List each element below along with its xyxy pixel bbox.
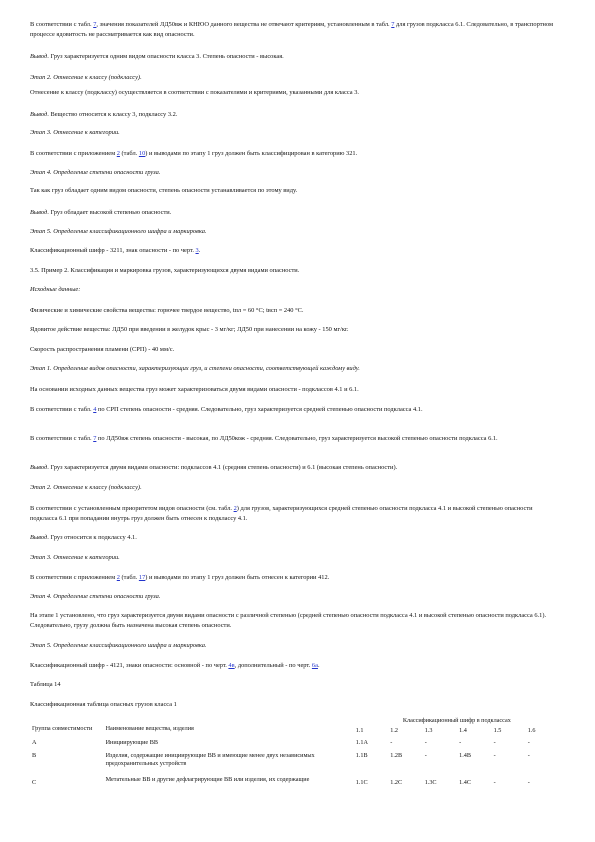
cipher-cell: - <box>527 752 530 759</box>
conclusion-paragraph: Вывод. Груз характеризуется двумя видами опасности: подклассов 4.1 (средняя степень опасности) и 6.1 (высокая степень опасности). <box>30 464 398 471</box>
table-number: Таблица 14 <box>30 681 61 688</box>
subclass-header: 1.6 <box>527 727 536 734</box>
conclusion-paragraph: Вывод. Вещество относится к классу 3, подклассу 3.2. <box>30 111 178 118</box>
paragraph: Физические и химические свойства вещества: горючее твердое вещество, tпл = 60 °С; tвсп = 240 °С. <box>30 307 304 314</box>
group-cell: А <box>32 739 37 746</box>
figure-link[interactable]: 3 <box>195 247 199 254</box>
figure-link[interactable]: 4в <box>228 662 235 669</box>
conclusion-paragraph: Вывод. Груз обладает высокой степенью опасности. <box>30 209 172 216</box>
conclusion-paragraph: Вывод. Груз характеризуется одним видом опасности класса 3. Степень опасности - высокая. <box>30 53 284 60</box>
subclass-header: 1.3 <box>424 727 433 734</box>
paragraph: В соответствии с табл. 4 по СРП степень опасности - средняя. Следовательно, груз характеризуется средней степенью опасности подкласса 4.1. <box>30 406 423 413</box>
cipher-cell: - <box>390 739 393 746</box>
table-caption: Классификационная таблица опасных грузов класса 1 <box>30 701 177 708</box>
subclass-header: 1.2 <box>390 727 398 734</box>
paragraph: На основании исходных данных вещества груз может характеризоваться двумя видами опасности - подклассов 4.1 и 6.1. <box>30 386 359 393</box>
header-cipher: Классификационный шифр в подклассах <box>402 717 511 724</box>
table-row <box>30 739 560 752</box>
paragraph: На этапе 1 установлено, что груз характеризуется двумя видами опасности с различной степенью (средней степенью опасности подкласса 4.1 и высокой степенью опасности подкласса 6.1). Следовательно, грузу должна быть назначена высокая степень опасности. <box>30 612 547 629</box>
paragraph: В соответствии с табл. 7, значения показателей ЛД50вж и КНЮО данного вещества не отвечают критериям, установленным в табл. 7 для грузов подкласса 6.1. Следовательно, в транспортном процессе ядовитость не рассматривается как вид опасности. <box>30 21 554 38</box>
cipher-cell: 1.1С <box>355 779 368 786</box>
stage-heading: Этап 4. Определение степени опасности груза. <box>30 593 161 600</box>
classification-table <box>30 717 560 796</box>
cipher-cell: - <box>493 739 496 746</box>
name-cell: Инициирующие ВВ <box>105 739 158 746</box>
stage-heading: Этап 2. Отнесение к классу (подклассу). <box>30 74 142 81</box>
stage-heading: Этап 3. Отнесение к категории. <box>30 129 120 136</box>
stage-heading: Этап 4. Определение степени опасности груза. <box>30 169 161 176</box>
cipher-cell: 1.4С <box>459 779 472 786</box>
cipher-cell: 1.1А <box>355 739 368 746</box>
cipher-cell: - <box>424 752 427 759</box>
name-cell: Изделия, содержащие инициирующие ВВ и имеющие менее двух независимых предохранительных устройств <box>105 752 315 767</box>
cipher-cell: 1.2В <box>390 752 403 759</box>
conclusion-paragraph: Вывод. Груз относится к подклассу 4.1. <box>30 534 137 541</box>
cipher-cell: - <box>459 739 462 746</box>
cipher-cell: - <box>493 752 496 759</box>
header-group: Группа совместимости <box>32 725 93 732</box>
paragraph: Ядовитое действие вещества: ЛД50 при введении в желудок крыс - 3 мг/кг; ЛД50 при нанесении на кожу - 150 мг/кг. <box>30 326 349 333</box>
paragraph: Отнесение к классу (подклассу) осуществляется в соответствии с показателями и критериями, указанными для класса 3. <box>30 89 359 96</box>
paragraph: Скорость распространения пламени (СРП) - 40 мм/с. <box>30 346 175 353</box>
stage-heading: Этап 1. Определение видов опасности, характеризующих груз, и степени опасности, соответствующей каждому виду. <box>30 365 360 372</box>
group-cell: В <box>32 752 37 759</box>
paragraph: В соответствии с табл. 7 по ЛД50вж степень опасности - высокая, по ЛД50кож - средняя. Следовательно, груз характеризуется высокой степенью опасности подкласса 6.1. <box>30 435 498 442</box>
subclass-header: 1.4 <box>459 727 467 734</box>
table-link[interactable]: 10 <box>138 150 146 157</box>
appendix-link[interactable]: 2 <box>116 150 120 157</box>
table-link[interactable]: 2 <box>233 505 237 512</box>
table-link[interactable]: 17 <box>138 574 146 581</box>
group-cell: С <box>32 779 37 786</box>
figure-link[interactable]: 6а <box>311 662 318 669</box>
cipher-cell: 1.4В <box>459 752 472 759</box>
paragraph: Классификационный шифр - 4121, знаки опасности: основной - по черт. 4в, дополнительный - по черт. 6а. <box>30 662 320 669</box>
cipher-cell: - <box>527 739 530 746</box>
subclass-header: 1.1 <box>355 727 364 734</box>
stage-heading: Этап 5. Определение классификационного шифра и маркировка. <box>30 642 207 649</box>
header-name: Наименование вещества, изделия <box>105 725 194 732</box>
stage-heading: Этап 3. Отнесение к категории. <box>30 554 120 561</box>
cipher-cell: 1.2С <box>390 779 403 786</box>
table-link[interactable]: 7 <box>93 435 97 442</box>
name-cell: Метательные ВВ и другие дефлагрирующие ВВ или изделия, их содержащие <box>105 776 310 783</box>
section-heading: 3.5. Пример 2. Классификация и маркировка грузов, характеризующихся двумя видами опасности. <box>30 267 300 274</box>
paragraph: Так как груз обладает одним видом опасности, степень опасности устанавливается по этому виду. <box>30 187 298 194</box>
table-link[interactable]: 7 <box>93 21 97 28</box>
paragraph: В соответствии с приложением 2 (табл. 17) и выводами по этапу 1 груз должен быть отнесен к категории 412. <box>30 574 330 581</box>
table-link[interactable]: 4 <box>93 406 97 413</box>
table-link[interactable]: 7 <box>391 21 395 28</box>
table-row <box>30 752 560 776</box>
cipher-cell: - <box>424 739 427 746</box>
subclass-header: 1.5 <box>493 727 502 734</box>
table-row <box>30 776 560 796</box>
paragraph: Исходные данные: <box>30 286 81 293</box>
table-header-row <box>30 717 560 725</box>
appendix-link[interactable]: 2 <box>116 574 120 581</box>
stage-heading: Этап 5. Определение классификационного шифра и маркировка. <box>30 228 207 235</box>
cipher-cell: 1.3С <box>424 779 437 786</box>
paragraph: Классификационный шифр - 3211, знак опасности - по черт. 3. <box>30 247 201 254</box>
paragraph: В соответствии с приложением 2 (табл. 10) и выводами по этапу 1 груз должен быть классифицирован в категорию 321. <box>30 150 358 157</box>
stage-heading: Этап 2. Отнесение к классу (подклассу). <box>30 484 142 491</box>
paragraph: В соответствии с установленным приоритетом видов опасности (см. табл. 2) для грузов, характеризующихся средней степенью опасности подкласса 4.1 и высокой степенью опасности подкласса 6.1 при попадании внутрь груз должен быть отнесен к подклассу 4.1. <box>30 505 533 522</box>
cipher-cell: - <box>493 779 496 786</box>
cipher-cell: - <box>527 779 530 786</box>
cipher-cell: 1.1В <box>355 752 368 759</box>
